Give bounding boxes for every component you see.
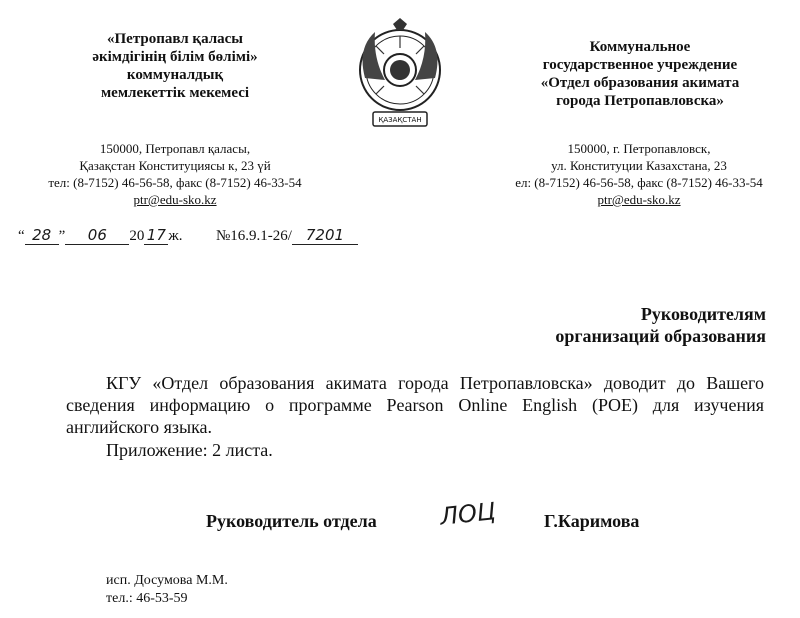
- signature-mark: ЛОЦ: [438, 497, 497, 531]
- letter-body: [66, 372, 764, 438]
- date-number-line: [18, 226, 418, 245]
- right-address-line: ел: (8-7152) 46-56-58, факс (8-7152) 46-33-54: [515, 175, 763, 190]
- recipient-line: Руководителям: [640, 304, 766, 324]
- left-org-line: мемлекеттік мекемесі: [100, 85, 250, 101]
- left-org-line: «Петропавл қаласы: [107, 31, 243, 47]
- executor-name: исп. Досумова М.М.: [106, 573, 228, 588]
- executor-info: [106, 572, 228, 608]
- executor-phone: тел.: 46-53-59: [106, 591, 188, 606]
- doc-number-suffix: 7201: [292, 226, 358, 245]
- left-org-line: әкімдігінің білім бөлімі»: [92, 49, 258, 65]
- emblem-icon: [355, 18, 445, 133]
- right-org-line: города Петропавловска»: [556, 93, 724, 109]
- left-org-name: [55, 30, 295, 102]
- right-email[interactable]: ptr@edu-sko.kz: [597, 192, 681, 207]
- emblem-text: ҚАЗАҚСТАН: [378, 116, 422, 124]
- date-month: 06: [65, 226, 129, 245]
- date-year-suffix: 17: [144, 226, 168, 245]
- left-address-line: Қазақстан Конституциясы к, 23 үй: [79, 158, 271, 173]
- date-day: 28: [25, 226, 59, 245]
- right-address: [480, 140, 798, 208]
- right-address-line: 150000, г. Петропавловск,: [567, 141, 711, 156]
- left-address-line: тел: (8-7152) 46-56-58, факс (8-7152) 46-33-54: [48, 175, 302, 190]
- date-year-prefix: 20: [129, 228, 145, 244]
- doc-number-prefix: №16.9.1-26/: [215, 228, 292, 244]
- left-org-line: коммуналдық: [126, 67, 224, 83]
- right-org-line: государственное учреждение: [542, 57, 738, 73]
- left-address: [20, 140, 330, 208]
- attachment-note: Приложение: 2 листа.: [106, 440, 273, 460]
- right-org-line: «Отдел образования акимата: [540, 75, 740, 91]
- date-open-quote: “: [18, 228, 25, 244]
- right-org-line: Коммунальное: [589, 39, 691, 55]
- recipient-line: организаций образования: [555, 326, 766, 346]
- date-year-unit: ж.: [168, 228, 183, 244]
- left-address-line: 150000, Петропавл қаласы,: [99, 141, 251, 156]
- state-emblem: [355, 18, 445, 133]
- signature-title: Руководитель отдела: [206, 511, 377, 531]
- right-address-line: ул. Конституции Казахстана, 23: [551, 158, 727, 173]
- signatory-name: Г.Каримова: [544, 511, 640, 531]
- left-email[interactable]: ptr@edu-sko.kz: [133, 192, 217, 207]
- recipient: [555, 303, 766, 347]
- right-org-name: [505, 38, 775, 110]
- date-close-quote: ”: [58, 228, 66, 244]
- body-paragraph: КГУ «Отдел образования акимата города Петропавловска» доводит до Вашего сведения информацию о программе Pearson Online English (POE) для изучения английского языка.: [66, 373, 764, 437]
- signature-handwriting: [439, 497, 497, 531]
